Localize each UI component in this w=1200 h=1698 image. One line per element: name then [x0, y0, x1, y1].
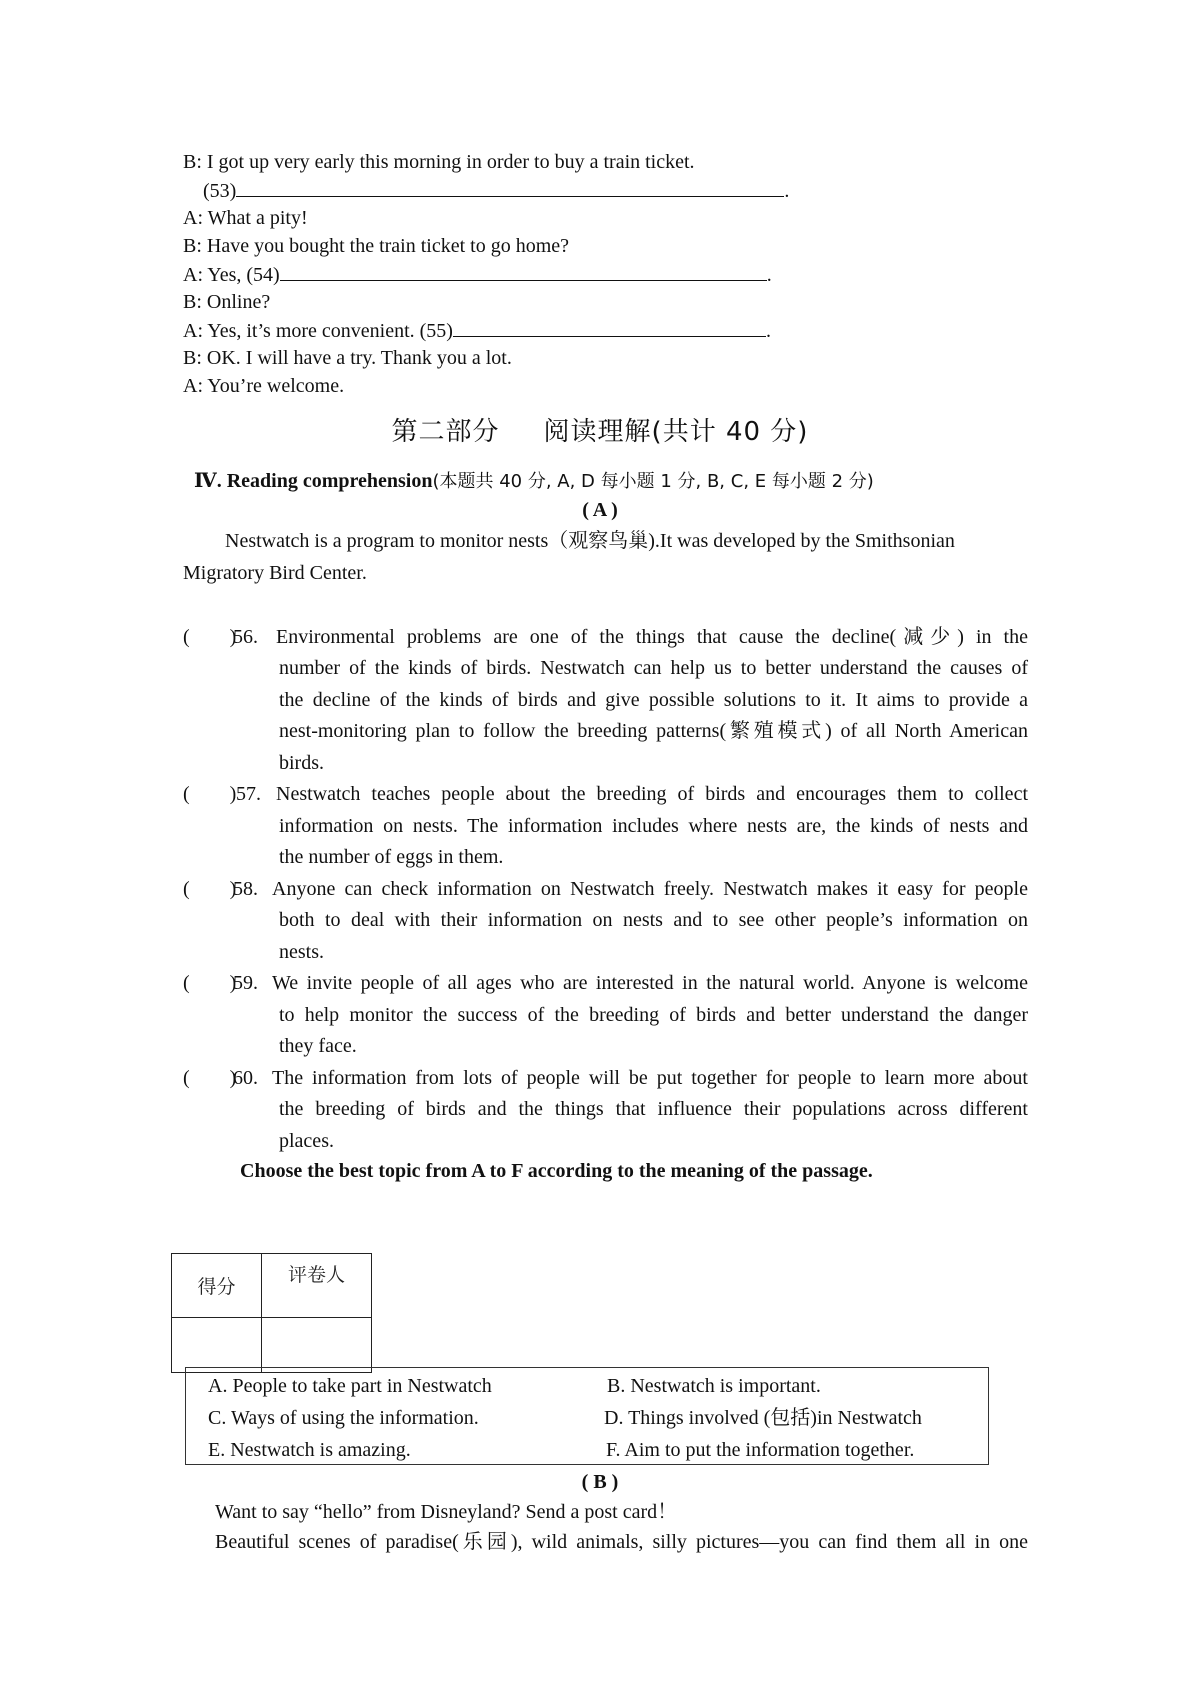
item-57-line-3: the number of eggs in them. — [279, 846, 504, 868]
item-number-58: 58. — [233, 878, 258, 900]
dialogue-line-53: (53) . — [183, 176, 789, 205]
item-58-line-2: both to deal with their information on nests and to see other people’s information on — [279, 909, 1028, 931]
score-box — [171, 1253, 372, 1373]
topic-option-d: D. Things involved (包括)in Nestwatch — [604, 1407, 922, 1429]
item-number-57: 57. — [236, 783, 261, 805]
item-57-line-2: information on nests. The information includes where nests are, the kinds of nests and — [279, 815, 1028, 837]
item-59-line-2: to help monitor the success of the breeding of birds and better understand the danger — [279, 1004, 1028, 1026]
topic-option-e: E. Nestwatch is amazing. — [208, 1439, 411, 1461]
dialogue-line-3: A: What a pity! — [183, 207, 308, 229]
section-name: 阅读理解(共计 40 分) — [543, 417, 809, 447]
item-56-line-4: nest-monitoring plan to follow the breeding patterns(繁殖模式) of all North American — [279, 720, 1028, 742]
section-part: 第二部分 — [391, 417, 500, 447]
part-a-label: ( A ) — [582, 499, 618, 521]
answer-blank-54[interactable] — [280, 260, 767, 281]
dialogue-line-4: B: Have you bought the train ticket to go home? — [183, 235, 570, 257]
topic-options-box — [185, 1367, 989, 1465]
item-number-59: 59. — [233, 972, 258, 994]
reading-heading — [194, 467, 874, 496]
grader-cell[interactable] — [262, 1318, 372, 1373]
instruction: Choose the best topic from A to F according to the meaning of the passage. — [240, 1160, 873, 1182]
item-60-line-1: The information from lots of people will be put together for people to learn more about — [272, 1067, 1028, 1089]
answer-paren-59[interactable]: ( ) — [183, 972, 237, 994]
item-56-line-2: number of the kinds of birds. Nestwatch can help us to better understand the causes of — [279, 657, 1028, 679]
grader-label: 评卷人 — [262, 1254, 372, 1318]
item-59-line-1: We invite people of all ages who are interested in the natural world. Anyone is welcome — [272, 972, 1028, 994]
part-b-line-1: Want to say “hello” from Disneyland? Send a post card！ — [215, 1501, 678, 1523]
topic-option-b: B. Nestwatch is important. — [607, 1375, 821, 1397]
section-title — [0, 414, 1200, 450]
dialogue-line-9: A: You’re welcome. — [183, 375, 345, 397]
intro-line-2: Migratory Bird Center. — [183, 562, 367, 584]
item-59-line-3: they face. — [279, 1035, 357, 1057]
answer-blank-55[interactable] — [453, 316, 766, 337]
part-b-label: ( B ) — [581, 1471, 619, 1493]
item-56-line-3: the decline of the kinds of birds and give possible solutions to it. It aims to provide a — [279, 689, 1028, 711]
reading-title: Ⅳ. Reading comprehension — [194, 470, 433, 492]
item-57-line-1: Nestwatch teaches people about the breeding of birds and encourages them to collect — [276, 783, 1028, 805]
answer-paren-56[interactable]: ( ) — [183, 626, 237, 648]
item-56-line-5: birds. — [279, 752, 324, 774]
dialogue-line-8: B: OK. I will have a try. Thank you a lot. — [183, 347, 512, 369]
dialogue-line-55: A: Yes, it’s more convenient. (55) . — [183, 316, 771, 345]
score-cell[interactable] — [172, 1318, 262, 1373]
topic-option-f: F. Aim to put the information together. — [606, 1439, 915, 1461]
item-number-56: 56. — [233, 626, 258, 648]
item-number-60: 60. — [233, 1067, 258, 1089]
score-label: 得分 — [172, 1254, 262, 1318]
item-60-line-2: the breeding of birds and the things that influence their populations across different — [279, 1098, 1028, 1120]
answer-paren-60[interactable]: ( ) — [183, 1067, 237, 1089]
part-b-line-2: Beautiful scenes of paradise(乐园), wild animals, silly pictures—you can find them all in one — [215, 1531, 1028, 1553]
answer-paren-57[interactable]: ( ) — [183, 783, 237, 805]
item-58-line-1: Anyone can check information on Nestwatch freely. Nestwatch makes it easy for people — [272, 878, 1028, 900]
score-note: (本题共 40 分, A, D 每小题 1 分, B, C, E 每小题 2 分) — [432, 471, 874, 492]
item-60-line-3: places. — [279, 1130, 334, 1152]
topic-option-a: A. People to take part in Nestwatch — [208, 1375, 492, 1397]
intro-line-1: Nestwatch is a program to monitor nests（观察鸟巢).It was developed by the Smithsonian — [225, 530, 955, 552]
dialogue-line-54: A: Yes, (54) . — [183, 260, 772, 289]
item-58-line-3: nests. — [279, 941, 324, 963]
topic-option-c: C. Ways of using the information. — [208, 1407, 479, 1429]
dialogue-line-6: B: Online? — [183, 291, 271, 313]
dialogue-line-1: B: I got up very early this morning in order to buy a train ticket. — [183, 151, 695, 173]
answer-paren-58[interactable]: ( ) — [183, 878, 237, 900]
item-56-line-1: Environmental problems are one of the things that cause the decline(减少) in the — [276, 626, 1028, 648]
answer-blank-53[interactable] — [236, 176, 784, 197]
